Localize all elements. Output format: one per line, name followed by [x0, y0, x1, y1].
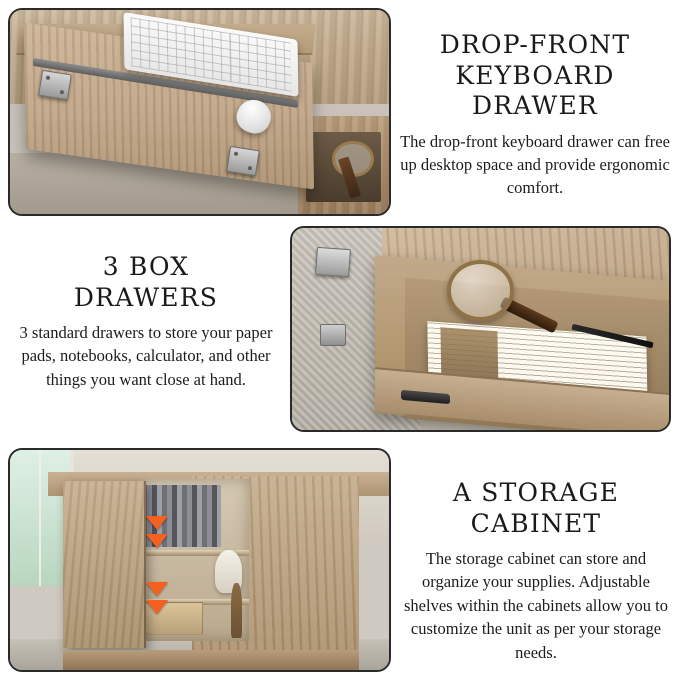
- feature-body-box-drawers: 3 standard drawers to store your paper pads, notebooks, calculator, and other things you want close at hand.: [19, 323, 273, 389]
- cabinet-interior: [135, 479, 249, 642]
- hinge-bracket-icon: [38, 70, 72, 100]
- photo-storage-cabinet: [8, 448, 391, 672]
- arrow-down-icon: [146, 600, 168, 614]
- feature-title-line-2: CABINET: [470, 508, 602, 538]
- photo-box-drawer: [290, 226, 671, 432]
- feature-text-keyboard-drawer: [398, 30, 672, 200]
- cabinet-door: [63, 481, 146, 648]
- feature-title-line-1: 3 BOX: [102, 252, 190, 281]
- arrow-down-icon: [146, 516, 168, 530]
- feature-text-storage-cabinet: [400, 478, 672, 664]
- hinge-bracket-icon: [226, 146, 260, 176]
- feature-body-keyboard-drawer: The drop-front keyboard drawer can free up desktop space and provide ergonomic comfort.: [400, 131, 670, 198]
- brush-object: [231, 583, 242, 638]
- feature-title-line-1: A STORAGE: [452, 478, 620, 507]
- cabinet-base-plinth: [63, 650, 359, 670]
- feature-title-storage-cabinet: [400, 478, 672, 539]
- feature-title-line-1: DROP-FRONT: [439, 30, 631, 59]
- feature-title-line-2: KEYBOARD DRAWER: [455, 60, 615, 120]
- photo-keyboard-drawer: [8, 8, 391, 216]
- arrow-down-icon: [146, 582, 168, 596]
- hinge-bracket-icon: [320, 324, 346, 346]
- feature-body-storage-cabinet: The storage cabinet can store and organize your supplies. Adjustable shelves within the cabinets allow you to customize the unit as per your storage needs.: [404, 549, 668, 662]
- magnifier-icon: [447, 260, 515, 321]
- feature-title-keyboard-drawer: [398, 30, 672, 122]
- arrow-down-icon: [146, 534, 168, 548]
- wood-grain-texture: [63, 481, 144, 648]
- keyboard-drawer-scene: [10, 10, 389, 214]
- feature-title-box-drawers: [10, 252, 282, 313]
- feature-text-box-drawers: [10, 252, 282, 391]
- box-drawer-scene: [292, 228, 669, 430]
- feature-title-line-2: DRAWERS: [73, 282, 219, 312]
- storage-cabinet-scene: [10, 450, 389, 670]
- hinge-bracket-icon: [315, 247, 351, 277]
